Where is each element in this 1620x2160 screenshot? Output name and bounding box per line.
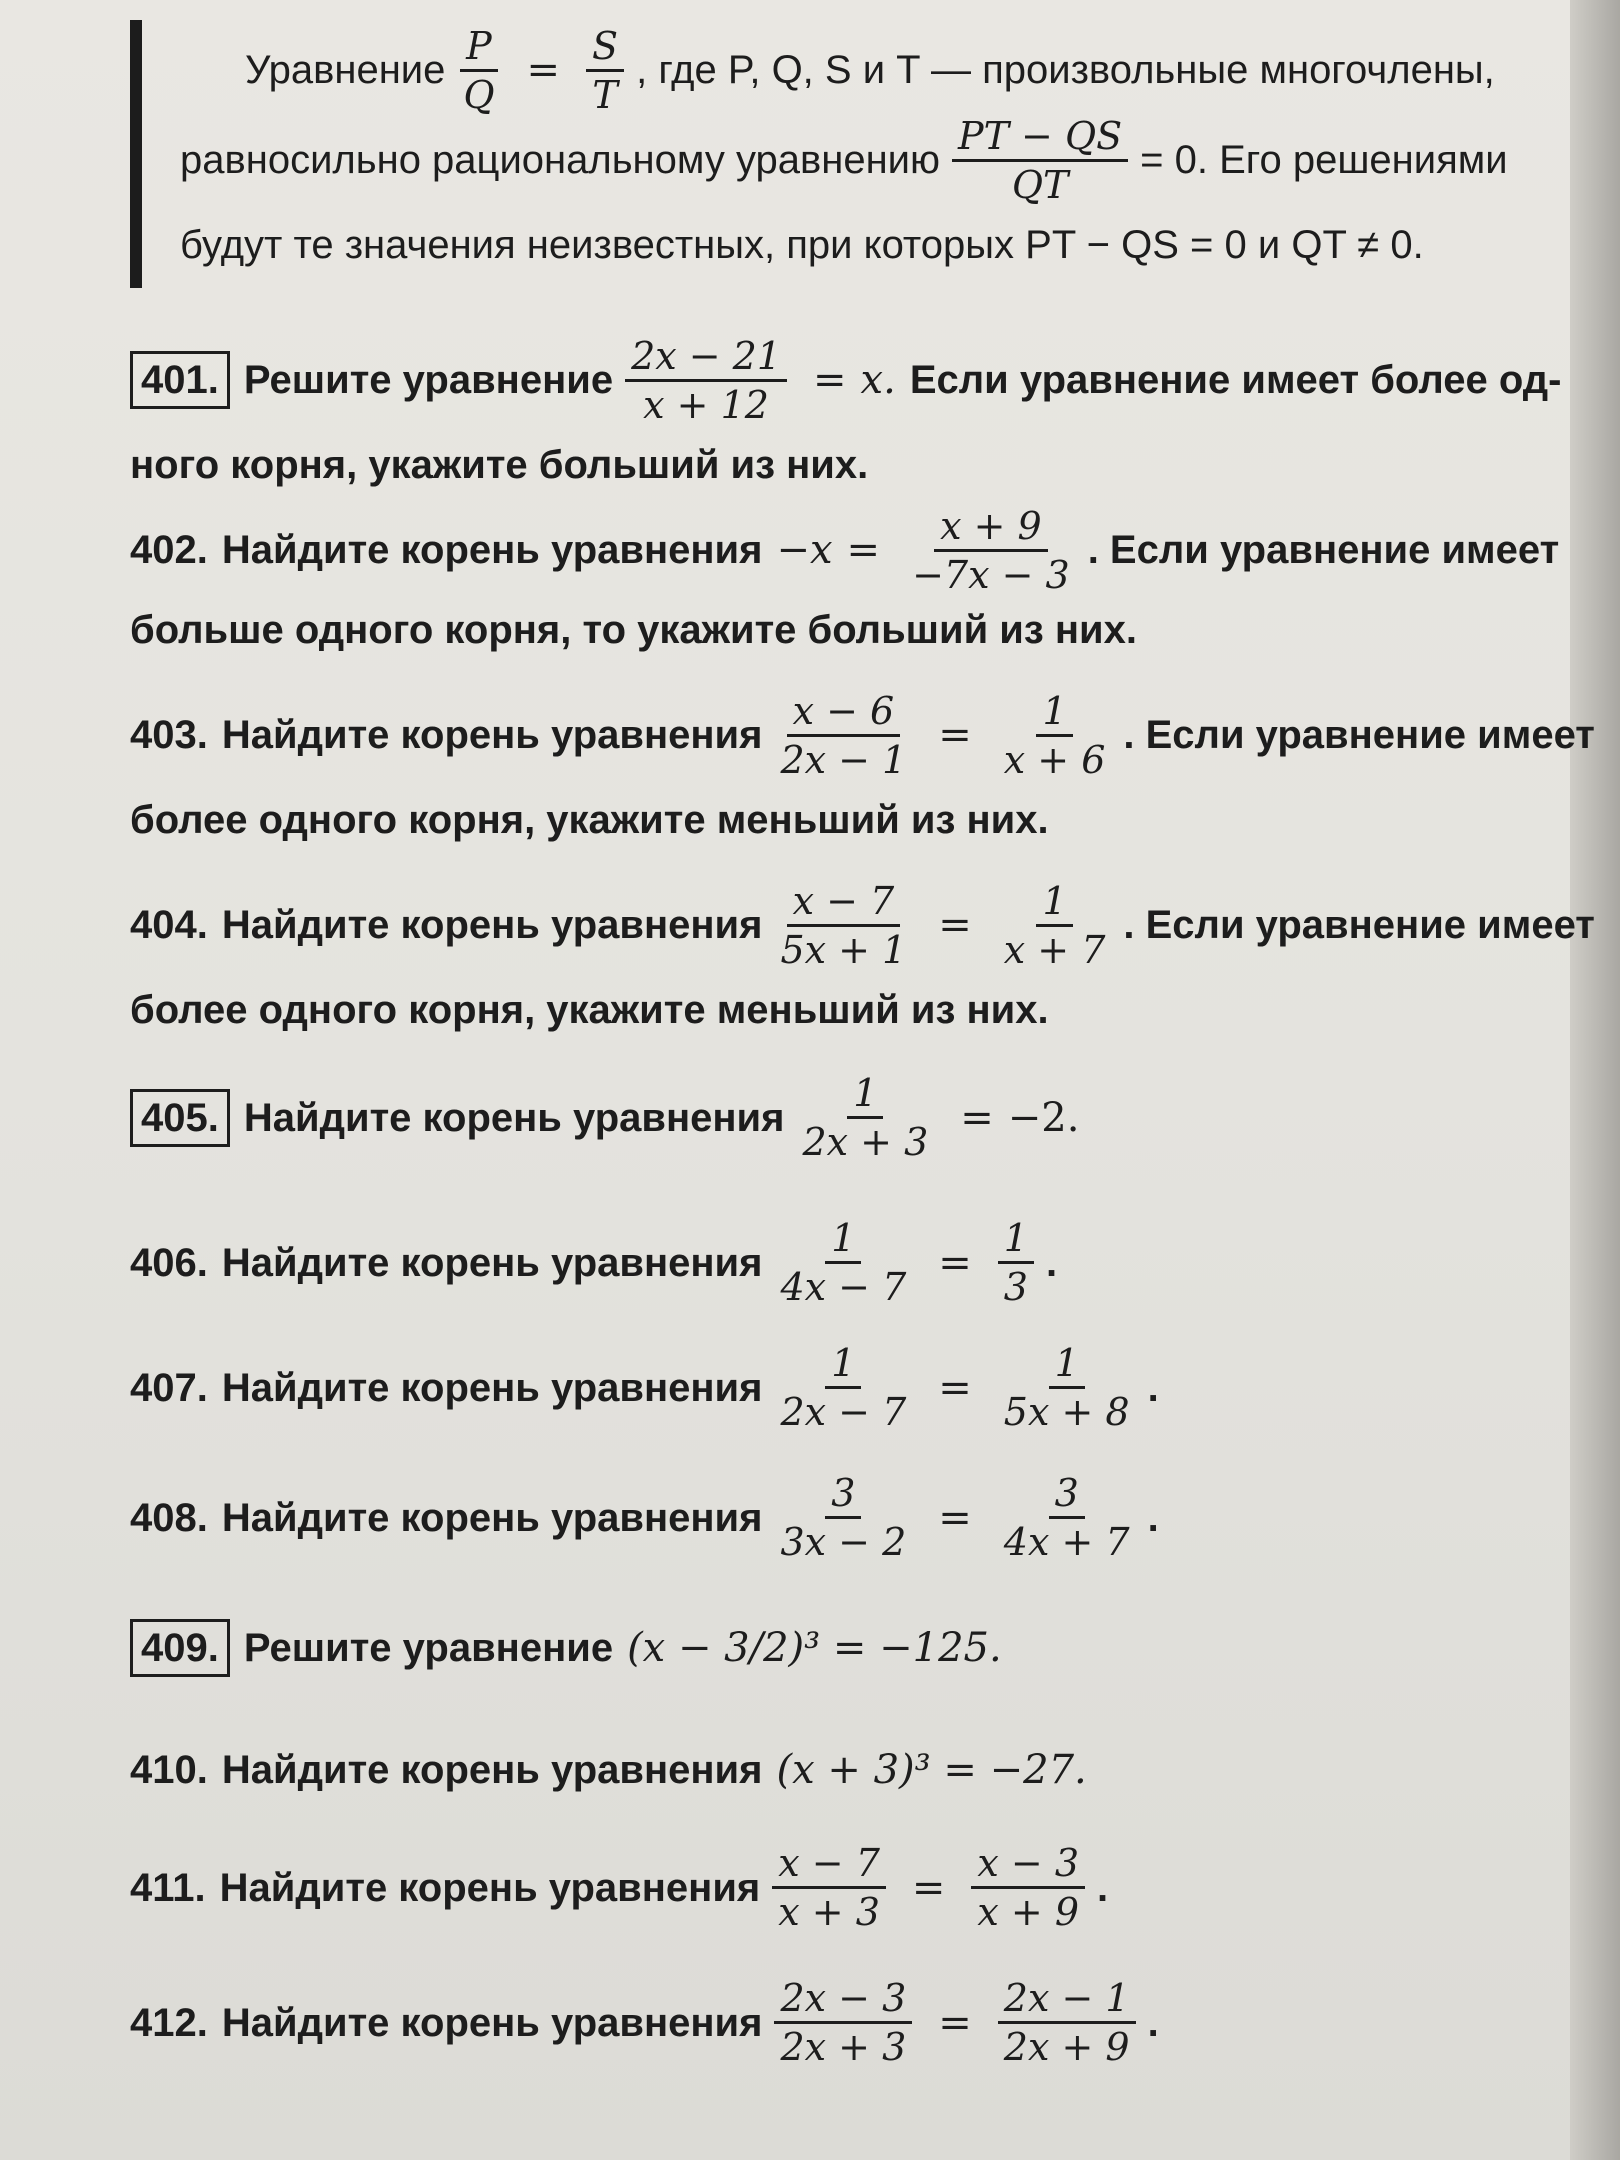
- fraction: $\frac{3}{3x - 2}$: [780, 1471, 907, 1564]
- problem-408: 408. Найдите корень уравнения $\frac{3}{3x - 2}$ = $\frac{3}{4x + 7}$ .: [130, 1471, 1159, 1564]
- fraction: $\frac{1}{4x - 7}$: [780, 1216, 907, 1309]
- fraction: $\frac{x - 7}{x + 3}$: [772, 1844, 886, 1931]
- problem-number: 412.: [130, 2000, 208, 2045]
- fraction: $\frac{1}{2x + 3}$: [802, 1071, 929, 1164]
- problem-number: 406.: [130, 1240, 208, 1285]
- problem-number: 405.: [130, 1089, 230, 1147]
- problem-number: 403.: [130, 713, 208, 757]
- problem-number: 410.: [130, 1748, 208, 1792]
- intro-line-1: [245, 23, 1580, 117]
- equation: (x + 3)³ = −27.: [776, 1747, 1087, 1793]
- equals-sign: =: [938, 1239, 972, 1286]
- problem-401-cont: ного корня, укажите больший из них.: [130, 443, 869, 487]
- fraction: $\frac{2x - 21}{x + 12}$: [625, 337, 787, 424]
- equals-sign: =: [960, 1094, 994, 1141]
- fraction: $\frac{x - 7}{5x + 1}$: [780, 878, 907, 972]
- problem-406: 406. Найдите корень уравнения $\frac{1}{4x - 7}$ = $\frac{1}{3}$ .: [130, 1216, 1058, 1309]
- problem-403-cont: более одного корня, укажите меньший из них.: [130, 798, 1049, 842]
- fraction: $\frac{2x - 3}{2x + 3}$: [774, 1979, 912, 2066]
- equals-sign: =: [813, 357, 847, 403]
- problem-404: 404. Найдите корень уравнения $\frac{x - 7}{5x + 1}$ = $\frac{1}{x + 7}$ . Если уравнение имеет: [130, 878, 1595, 972]
- problem-409: 409. Решите уравнение (x − 3/2)³ = −125.: [130, 1600, 1580, 1695]
- problem-number: 404.: [130, 903, 208, 947]
- fraction: $\frac{x - 3}{x + 9}$: [971, 1844, 1085, 1931]
- intro-line-2: равносильно рациональному уравнению $\frac{PT - QS}{QT}$ = 0. Его решениями: [180, 113, 1508, 207]
- problem-402: 402. Найдите корень уравнения −x = $\frac{x + 9}{-7x - 3}$ . Если уравнение имеет: [130, 503, 1560, 597]
- equals-sign: =: [846, 527, 881, 573]
- problem-number: 409.: [130, 1619, 230, 1677]
- equals-sign: =: [938, 712, 972, 758]
- problem-412: 412. Найдите корень уравнения $\frac{2x - 3}{2x + 3}$ = $\frac{2x - 1}{2x + 9}$ .: [130, 1976, 1159, 2069]
- intro-text: , где P, Q, S и T — произвольные многочлены,: [636, 48, 1495, 92]
- problem-411: 411. Найдите корень уравнения $\frac{x - 7}{x + 3}$ = $\frac{x - 3}{x + 9}$ .: [130, 1841, 1109, 1934]
- problem-404-cont: более одного корня, укажите меньший из них.: [130, 988, 1049, 1032]
- fraction-s-t: $\frac{S}{T}$: [586, 27, 624, 114]
- problem-401: 401. Решите уравнение $\frac{2x - 21}{x + 12}$ = x. Если уравнение имеет более од-: [130, 335, 1580, 425]
- problem-number: 407.: [130, 1365, 208, 1410]
- fraction: $\frac{3}{4x + 7}$: [1003, 1471, 1130, 1564]
- equation: (x − 3/2)³ = −125.: [627, 1624, 1002, 1671]
- fraction: $\frac{1}{x + 7}$: [1003, 878, 1106, 972]
- equals-sign: =: [526, 47, 561, 93]
- problem-number: 408.: [130, 1495, 208, 1540]
- equals-sign: =: [938, 902, 972, 948]
- fraction: $\frac{1}{3}$: [998, 1219, 1034, 1306]
- problem-number: 401.: [130, 351, 230, 409]
- fraction-pt-qs: $\frac{PT - QS}{QT}$: [952, 117, 1128, 204]
- equals-sign: =: [911, 1864, 946, 1911]
- problem-410: 410. Найдите корень уравнения (x + 3)³ = −27.: [130, 1747, 1087, 1793]
- equals-sign: =: [938, 1364, 972, 1411]
- problem-405: 405. Найдите корень уравнения $\frac{1}{2x + 3}$ = −2.: [130, 1070, 1580, 1165]
- fraction: $\frac{x + 9}{-7x - 3}$: [912, 503, 1070, 597]
- fraction: $\frac{x - 6}{2x - 1}$: [780, 688, 907, 782]
- problem-number: 411.: [130, 1865, 206, 1910]
- problem-402-cont: больше одного корня, то укажите больший из них.: [130, 608, 1137, 652]
- problem-407: 407. Найдите корень уравнения $\frac{1}{2x - 7}$ = $\frac{1}{5x + 8}$ .: [130, 1341, 1159, 1434]
- fraction-p-q: $\frac{P}{Q}$: [457, 27, 500, 114]
- fraction: $\frac{1}{x + 6}$: [1003, 688, 1106, 782]
- fraction: $\frac{1}{2x - 7}$: [780, 1341, 907, 1434]
- equals-sign: =: [938, 1494, 972, 1541]
- intro-text: Уравнение: [245, 48, 446, 92]
- problem-number: 402.: [130, 528, 208, 572]
- fraction: $\frac{1}{5x + 8}$: [1003, 1341, 1130, 1434]
- fraction: $\frac{2x - 1}{2x + 9}$: [998, 1979, 1136, 2066]
- problem-403: 403. Найдите корень уравнения $\frac{x - 6}{2x - 1}$ = $\frac{1}{x + 6}$ . Если уравнение имеет: [130, 688, 1595, 782]
- equals-sign: =: [938, 1999, 972, 2046]
- intro-line-3: будут те значения неизвестных, при которых PT − QS = 0 и QT ≠ 0.: [180, 223, 1424, 267]
- theory-margin-bar: [130, 20, 142, 288]
